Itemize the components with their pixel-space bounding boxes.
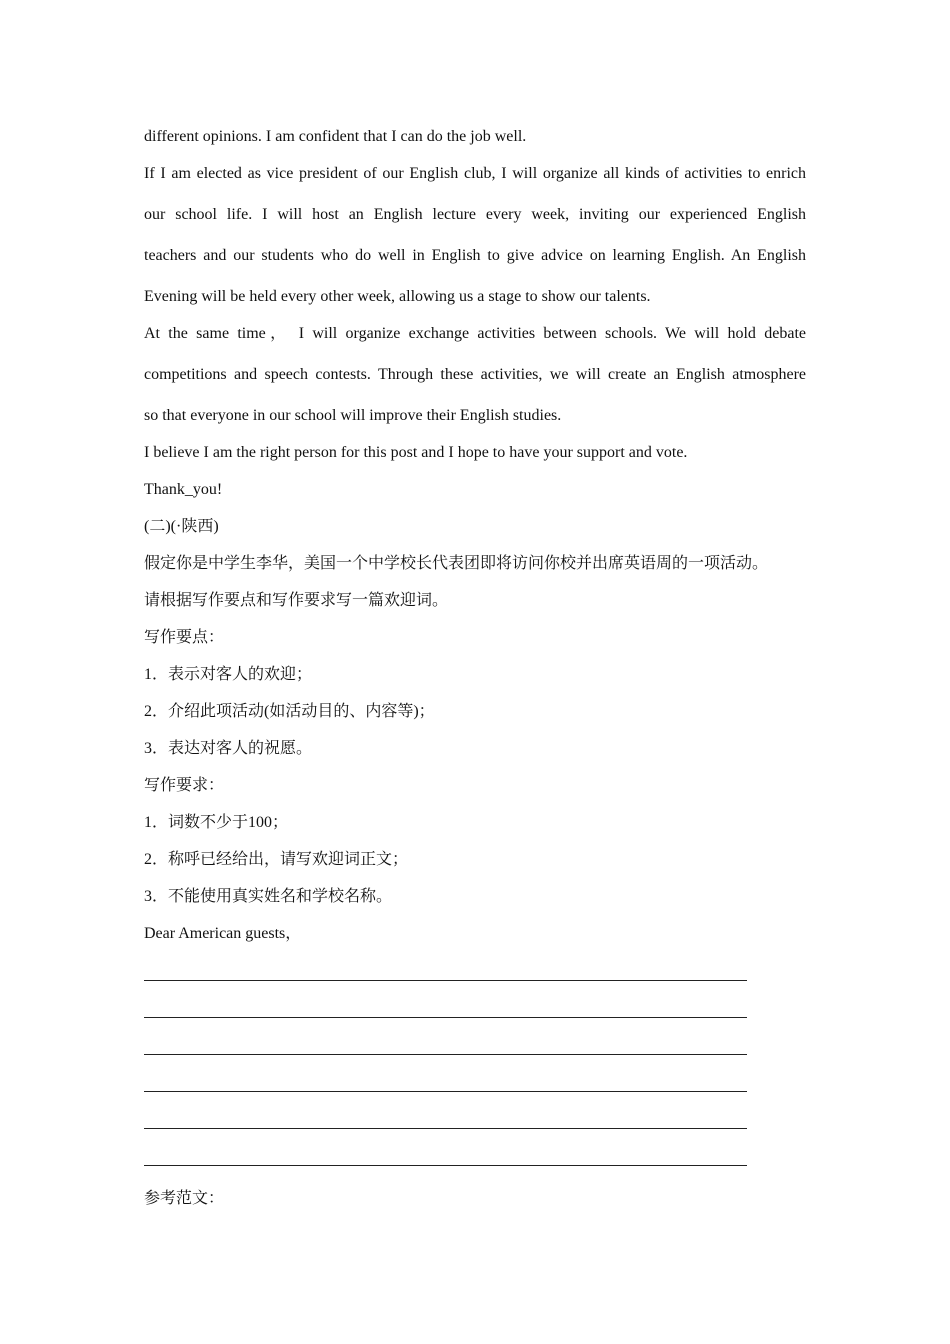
- essay-line: competitions and speech contests. Through these activities, we will create an English atmosphere: [144, 366, 806, 383]
- answer-blank-line: [144, 995, 747, 1032]
- task-prompt-line-1: 假定你是中学生李华，美国一个中学校长代表团即将访问你校并出席英语周的一项活动。: [144, 555, 769, 572]
- essay-paragraph-tail: different opinions. I am confident that I can do the job well.: [144, 128, 527, 145]
- writing-requirements-title: 写作要求：: [144, 777, 225, 794]
- essay-line: If I am elected as vice president of our English club, I will organize all kinds of activities to enrich: [144, 165, 806, 182]
- essay-closing: Thank_you!: [144, 481, 223, 498]
- writing-point-item: 3．表达对客人的祝愿。: [144, 740, 313, 757]
- task-heading: (二)(·陕西): [144, 518, 219, 535]
- answer-blank-line: [144, 958, 747, 995]
- answer-lines: [144, 958, 806, 1180]
- writing-requirement-item: 3．不能使用真实姓名和学校名称。: [144, 888, 393, 905]
- essay-paragraph-1: [144, 161, 806, 321]
- essay-paragraph-3: I believe I am the right person for this post and I hope to have your support and vote.: [144, 444, 688, 461]
- essay-line: teachers and our students who do well in English to give advice on learning English. An English: [144, 247, 806, 264]
- task-prompt-line-2: 请根据写作要点和写作要求写一篇欢迎词。: [144, 592, 449, 609]
- writing-point-item: 1．表示对客人的欢迎；: [144, 666, 313, 683]
- answer-blank-line: [144, 1069, 747, 1106]
- sample-essay-title: 参考范文：: [144, 1190, 225, 1207]
- writing-points-title: 写作要点：: [144, 629, 225, 646]
- essay-line: Evening will be held every other week, allowing us a stage to show our talents.: [144, 288, 651, 305]
- essay-paragraph-2: [144, 321, 806, 440]
- answer-blank-line: [144, 1032, 747, 1069]
- writing-requirement-item: 1．词数不少于100；: [144, 814, 289, 831]
- essay-line: so that everyone in our school will improve their English studies.: [144, 407, 562, 424]
- essay-line: At the same time， I will organize exchange activities between schools. We will hold debate: [144, 325, 806, 342]
- letter-salutation: Dear American guests，: [144, 925, 302, 942]
- document-page: [144, 124, 806, 1223]
- answer-blank-line: [144, 1143, 747, 1180]
- answer-blank-line: [144, 1106, 747, 1143]
- writing-point-item: 2．介绍此项活动(如活动目的、内容等)；: [144, 703, 435, 720]
- essay-line: our school life. I will host an English lecture every week, inviting our experienced English: [144, 206, 806, 223]
- writing-requirement-item: 2．称呼已经给出，请写欢迎词正文；: [144, 851, 409, 868]
